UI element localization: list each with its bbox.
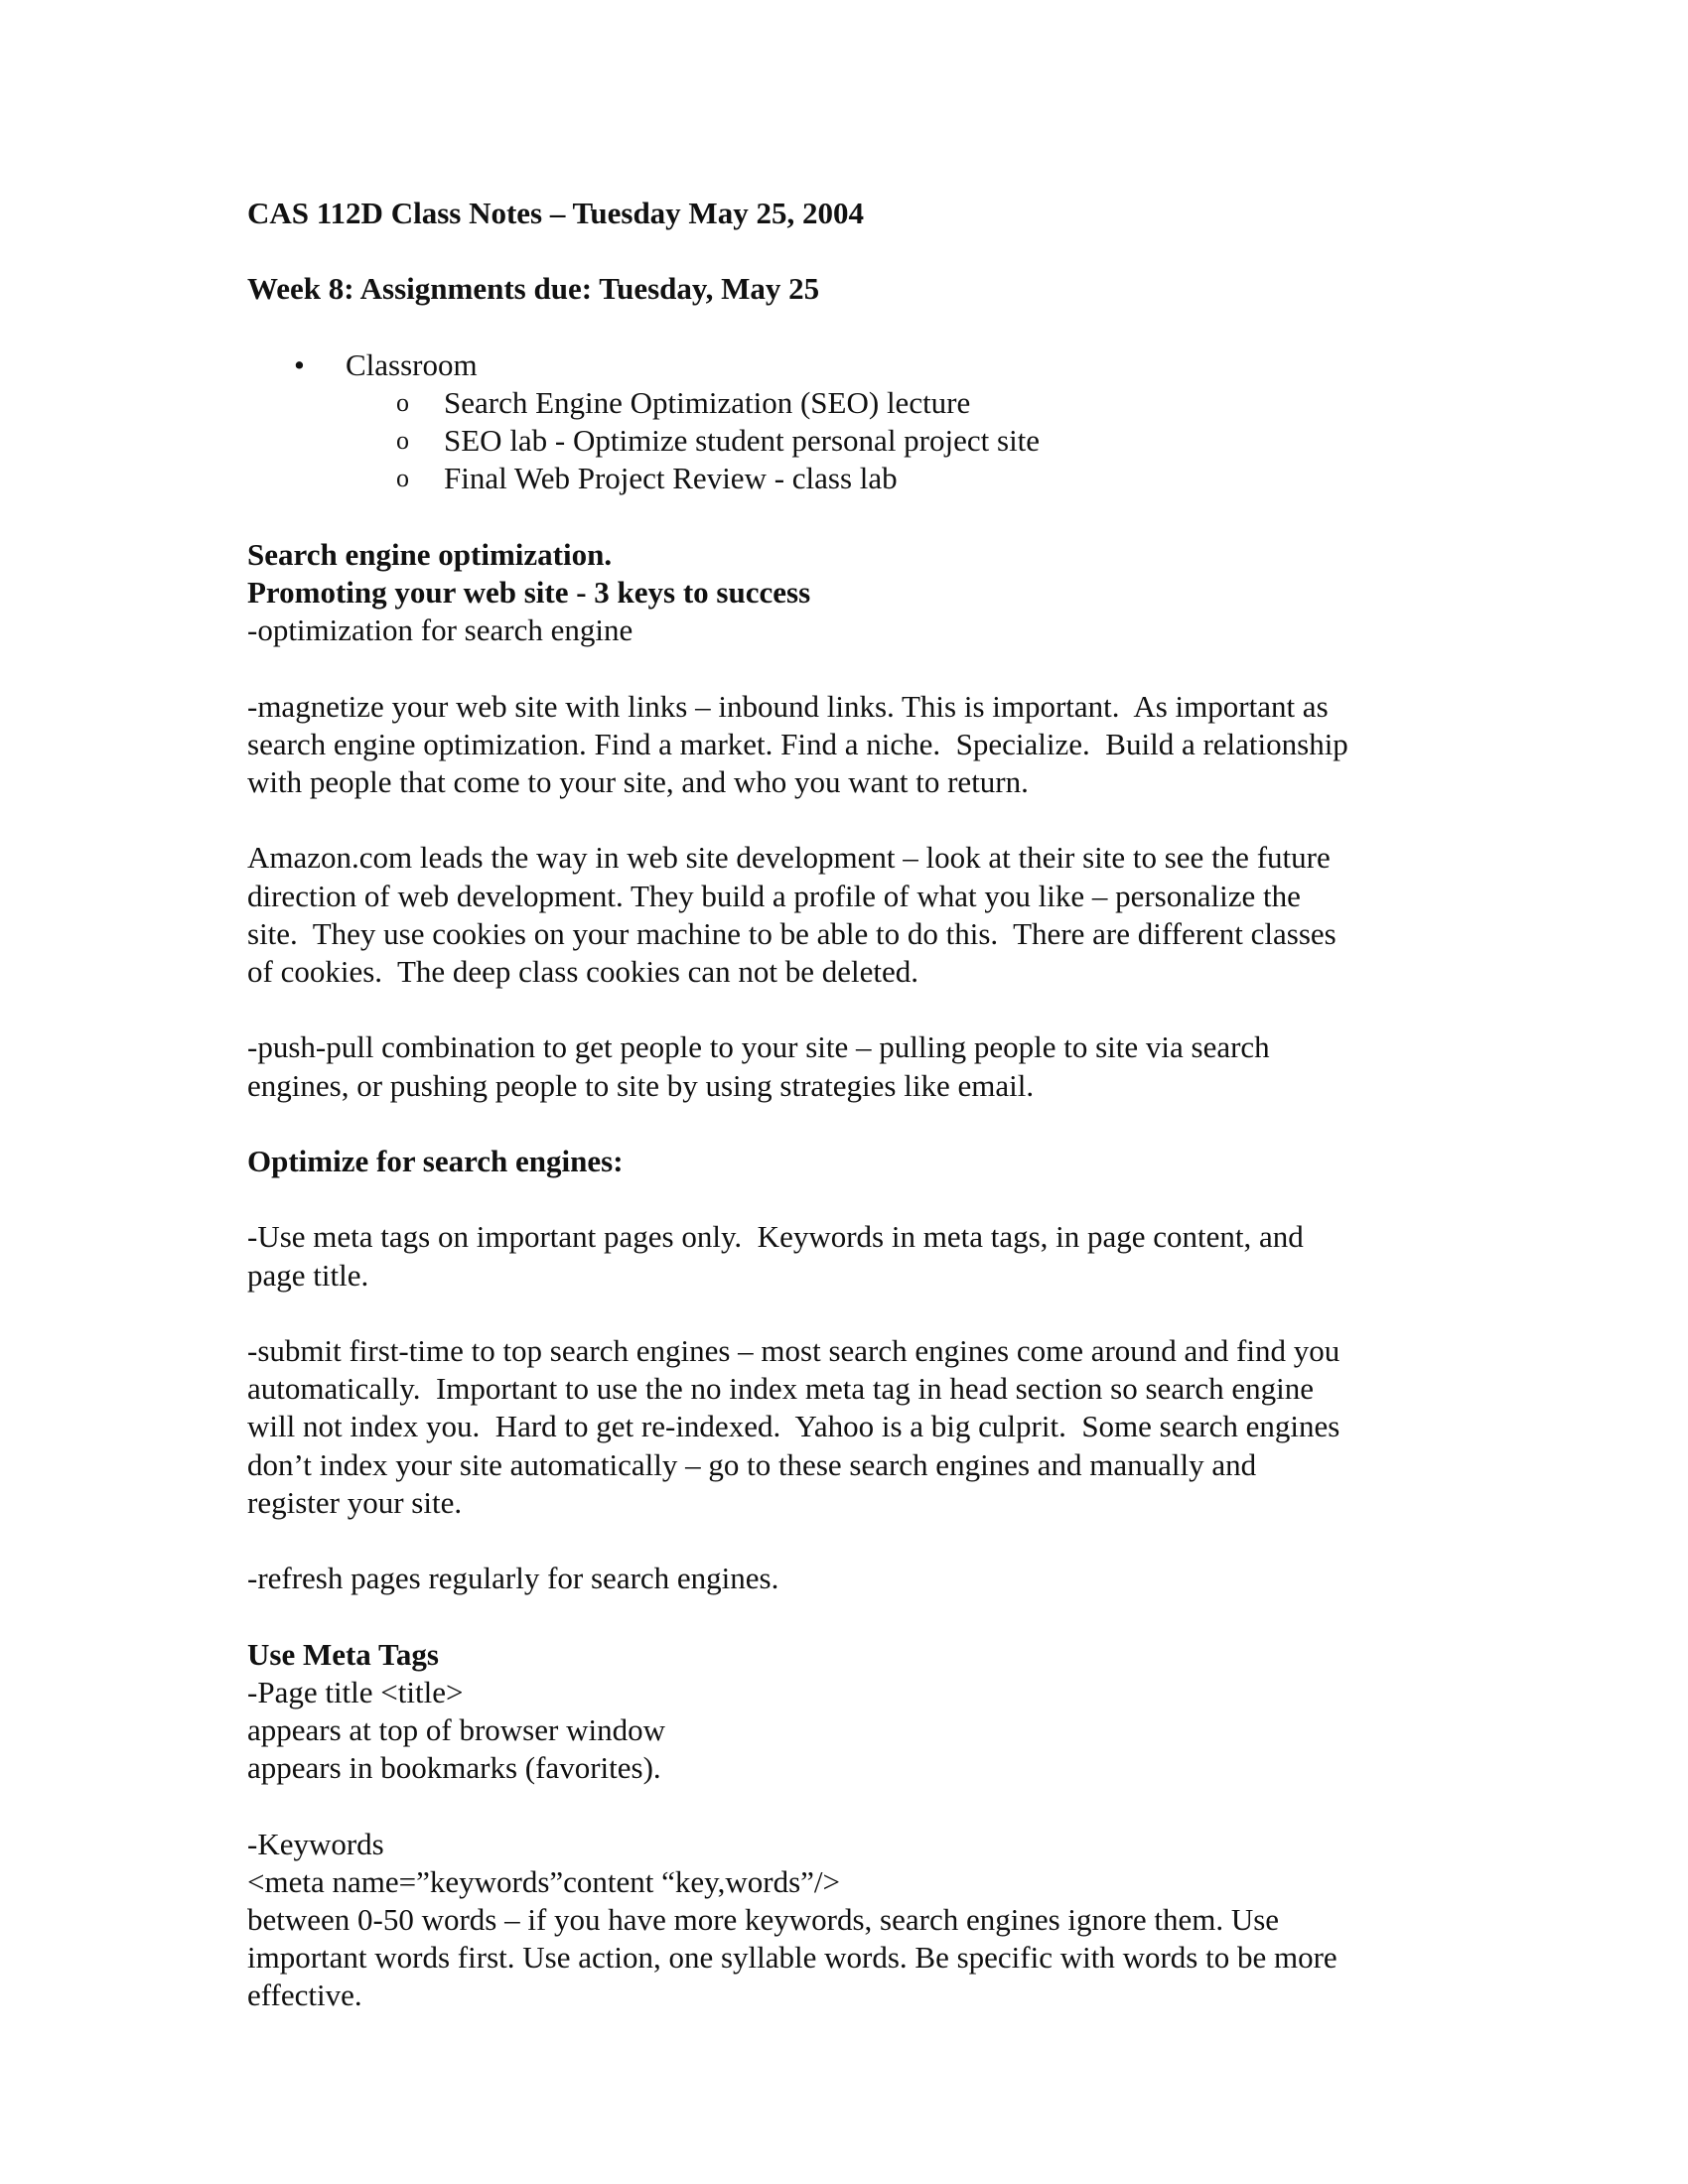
- paragraph-line: will not index you. Hard to get re-indexed. Yahoo is a big culprit. Some search engines: [247, 1409, 1340, 1444]
- paragraph-line: between 0-50 words – if you have more keywords, search engines ignore them. Use: [247, 1901, 1280, 1937]
- paragraph-line: -submit first-time to top search engines – most search engines come around and find you: [247, 1332, 1340, 1368]
- paragraph-line: -Page title <title>: [247, 1674, 464, 1709]
- spacer: [247, 232, 1488, 270]
- paragraph-line: of cookies. The deep class cookies can not be deleted.: [247, 953, 919, 989]
- paragraph-keywords: [247, 1826, 1488, 2015]
- paragraph-line: engines, or pushing people to site by using strategies like email.: [247, 1067, 1035, 1103]
- paragraph-line: <meta name=”keywords”content “key,words”/>: [247, 1863, 841, 1899]
- section-heading: Optimize for search engines:: [247, 1143, 624, 1178]
- agenda-subitem: [247, 422, 1488, 460]
- paragraph-meta-tags: [247, 1218, 1488, 1294]
- paragraph-line: -magnetize your web site with links – inbound links. This is important. As important as: [247, 688, 1329, 724]
- spacer: [247, 1295, 1488, 1332]
- paragraph-line: important words first. Use action, one syllable words. Be specific with words to be more: [247, 1940, 1337, 1976]
- spacer: [247, 309, 1488, 346]
- paragraph-submit: [247, 1332, 1488, 1522]
- paragraph-line: Amazon.com leads the way in web site development – look at their site to see the future: [247, 840, 1331, 876]
- paragraph-line: -push-pull combination to get people to your site – pulling people to site via search: [247, 1029, 1270, 1065]
- paragraph-line: -optimization for search engine: [247, 613, 633, 648]
- spacer: [247, 649, 1488, 687]
- paragraph-line: site. They use cookies on your machine to be able to do this. There are different classes: [247, 915, 1336, 951]
- agenda-subitem: [247, 384, 1488, 422]
- paragraph-line: don’t index your site automatically – go to these search engines and manually and: [247, 1446, 1257, 1482]
- agenda-subitem-label: o SEO lab - Optimize student personal project site: [444, 423, 1041, 459]
- spacer: [247, 1522, 1488, 1560]
- paragraph-amazon: [247, 839, 1488, 991]
- spacer: [247, 1597, 1488, 1635]
- document-title: CAS 112D Class Notes – Tuesday May 25, 2004: [247, 196, 864, 230]
- paragraph-line: appears at top of browser window: [247, 1711, 665, 1747]
- paragraph-line: with people that come to your site, and who you want to return.: [247, 763, 1029, 799]
- section-subheading: Promoting your web site - 3 keys to success: [247, 574, 811, 610]
- paragraph-line: -refresh pages regularly for search engines.: [247, 1561, 779, 1596]
- paragraph-line: register your site.: [247, 1484, 463, 1520]
- spacer: [247, 801, 1488, 839]
- spacer: [247, 1787, 1488, 1825]
- paragraph-line: search engine optimization. Find a market. Find a niche. Specialize. Build a relationship: [247, 726, 1348, 761]
- spacer: [247, 991, 1488, 1028]
- section-heading: Use Meta Tags: [247, 1636, 439, 1672]
- section-heading: Search engine optimization.: [247, 536, 613, 572]
- paragraph-line: appears in bookmarks (favorites).: [247, 1750, 661, 1786]
- spacer: [247, 1180, 1488, 1218]
- agenda-subitem: [247, 460, 1488, 497]
- spacer: [247, 1105, 1488, 1143]
- paragraph-line: automatically. Important to use the no index meta tag in head section so search engine: [247, 1371, 1315, 1407]
- paragraph-line: page title.: [247, 1257, 369, 1293]
- paragraph-push-pull: [247, 1028, 1488, 1104]
- agenda-item: [247, 346, 1488, 384]
- agenda-item-label: • Classroom: [346, 346, 478, 382]
- paragraph-line: -Use meta tags on important pages only. Keywords in meta tags, in page content, and: [247, 1219, 1304, 1255]
- paragraph-page-title: [247, 1674, 1488, 1788]
- week-heading: Week 8: Assignments due: Tuesday, May 25: [247, 271, 820, 307]
- paragraph-line: -Keywords: [247, 1826, 384, 1861]
- paragraph-line: direction of web development. They build a profile of what you like – personalize the: [247, 878, 1301, 913]
- agenda-list: [247, 346, 1488, 384]
- paragraph-magnetize: [247, 688, 1488, 802]
- spacer: [247, 498, 1488, 536]
- agenda-subitem-label: o Search Engine Optimization (SEO) lecture: [444, 384, 971, 420]
- document-page: [247, 195, 1488, 2015]
- paragraph-line: effective.: [247, 1978, 362, 2013]
- agenda-sublist: [247, 384, 1488, 498]
- agenda-subitem-label: o Final Web Project Review - class lab: [444, 461, 898, 496]
